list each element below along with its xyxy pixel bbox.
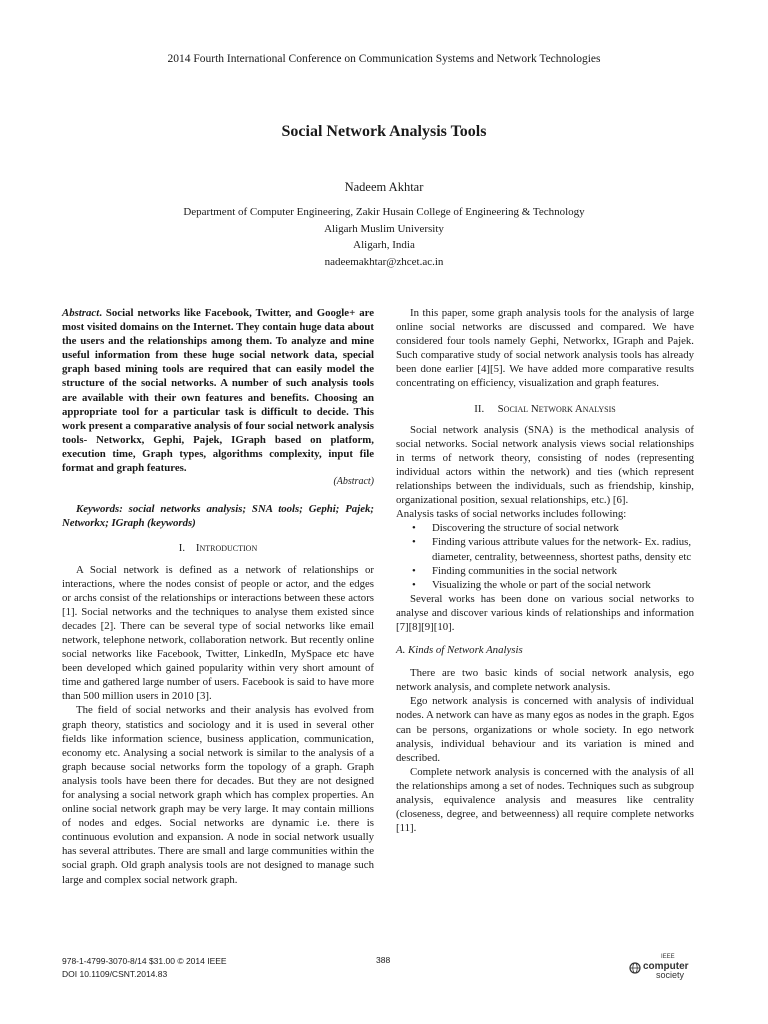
section-heading-introduction <box>62 541 374 555</box>
footer-publication-info <box>62 955 227 981</box>
section-number: II. <box>474 402 485 415</box>
list-item <box>396 564 694 578</box>
page-number: 388 <box>376 955 391 965</box>
bullet-icon: • <box>412 578 416 591</box>
sna-paragraph: Social network analysis (SNA) is the methodical analysis of social networks. Social network analysis views social relationships in terms of network theory, consisting of nodes (representing individual actors within the network) and ties (which represent relationships between the individuals, such as friendship, kinship, organizational position, sexual relationships, etc.) [6]. <box>396 423 694 507</box>
author-email[interactable]: nadeemakhtar@zhcet.ac.in <box>324 255 444 268</box>
section-title: Introduction <box>195 542 258 555</box>
affiliation-university: Aligarh Muslim University <box>324 222 444 235</box>
works-paragraph: Several works has been done on various social networks to analyse and discover various kinds of relationships and information [7][8][9][10]. <box>396 592 694 633</box>
intro-paragraph-1: A Social network is defined as a network of relationships or interactions, where the nodes consist of people or actor, and the edges or archs consist of the relationships or interactions between these actors [1]. Social networks and the techniques to analyse them existed since decades [2]. There can be several type of social networks like email network, telephone network, collaboration network. But recently online social networks like Facebook, Twitter, LinkedIn, MySpace etc have been developed which gained popularity within very short amount of time and gathered large number of users. Facebook is said to have more than 500 million users in 2010 [3]. <box>62 563 374 703</box>
conference-header: 2014 Fourth International Conference on Communication Systems and Network Technologies <box>167 53 601 65</box>
kinds-paragraph-2: Ego network analysis is concerned with analysis of individual nodes. A network can have as many egos as nodes in the graph. Egos can be persons, organizations or whole society. In ego network analysis, individual behaviour and its variation is mined and described. <box>396 695 694 764</box>
affiliation-city: Aligarh, India <box>353 239 415 251</box>
intro-paragraph-2: The field of social networks and their analysis has evolved from graph theory, statistics and sociology and it is used in several other fields like information science, business application, communication, economy etc. Analysing a social network is similar to the analysis of a graph because social networks form the topology of a graph. Graph analysis tools have been there for decades. But they are not designed for analysing a social network graph which has complex properties. An online social network graph may be very large. It may contain millions of nodes and edges. Social networks are dynamic i.e. there is continuous evolution and expansion. A node in social network usually has several attributes. There are small and large communities within the social graph. Old graph analysis tools are not designed to manage such large and complex social network graph. <box>62 704 374 886</box>
paper-scope-paragraph: In this paper, some graph analysis tools for the analysis of large online social networks are discussed and compared. We have considered four tools namely Gephi, Networkx, IGraph and Pajek. Such comparative study of social network analysis tools has already been done earlier [4][5]. We have added more comparative results concentrating on efficiency, visualization and graph features. <box>396 307 694 390</box>
list-item-text: Finding various attribute values for the network- Ex. radius, diameter, centrality, betweenness, shortest paths, density etc <box>432 536 692 563</box>
ieee-computer-society-logo <box>626 952 696 982</box>
list-item-text: Discovering the structure of social network <box>432 522 619 535</box>
abstract <box>62 306 374 489</box>
abstract-text: . Social networks like Facebook, Twitter, and Google+ are most visited domains on the Internet. They contain huge data about the users and the relationships among them. To analyze and mine useful information from these huge social network data, special graph based mining tools are required that can easily model the structure of the social networks. A number of such analysis tools are available with their own features and benefits. Choosing an appropriate tool for a particular task is difficult to decide. This work present a comparative analysis of four social network analysis tools- Networkx, Gephi, Pajek, IGraph based on platform, execution time, Graph types, algorithms complexity, input file format and graph features. <box>62 307 374 475</box>
section-number: I. <box>178 542 186 555</box>
kinds-paragraph-3: Complete network analysis is concerned with the analysis of all the relationships among a set of nodes. Techniques such as subgroup analysis, equivalence analysis and measures like centrality (closeness, degree, and betweenness) all require complete networks [11]. <box>396 765 694 835</box>
logo-text-ieee: IEEE <box>661 954 675 960</box>
affiliation-department: Department of Computer Engineering, Zakir Husain College of Engineering & Technology <box>183 206 585 218</box>
logo-text-computer: computer <box>643 961 689 972</box>
bullet-icon: • <box>412 522 416 535</box>
footer-doi[interactable]: DOI 10.1109/CSNT.2014.83 <box>62 969 168 979</box>
list-item-text: Visualizing the whole or part of the social network <box>432 578 651 591</box>
paper-title: Social Network Analysis Tools <box>281 123 487 140</box>
affiliation-block <box>0 204 768 270</box>
bullet-icon: • <box>412 564 416 577</box>
tasks-list <box>396 521 694 591</box>
abstract-lead: Abstract <box>62 307 100 319</box>
list-item-text: Finding communities in the social network <box>432 564 618 577</box>
list-item <box>396 578 694 592</box>
logo-text-society: society <box>656 970 685 980</box>
tasks-intro: Analysis tasks of social networks includes following: <box>396 508 627 521</box>
left-column <box>62 306 374 887</box>
kinds-paragraph-1: There are two basic kinds of social network analysis, ego network analysis, and complete network analysis. <box>396 667 694 694</box>
author-name: Nadeem Akhtar <box>344 180 424 194</box>
keywords: Keywords: social networks analysis; SNA tools; Gephi; Pajek; Networkx; IGraph (keywords) <box>62 503 374 530</box>
footer-isbn: 978-1-4799-3070-8/14 $31.00 © 2014 IEEE <box>62 956 227 966</box>
right-column <box>396 306 694 835</box>
section-heading-sna <box>396 402 694 416</box>
subsection-heading-kinds: A. Kinds of Network Analysis <box>396 644 523 657</box>
list-item <box>396 521 694 535</box>
list-item <box>396 535 694 563</box>
bullet-icon: • <box>412 536 416 549</box>
globe-icon <box>630 963 640 973</box>
section-title: Social Network Analysis <box>497 402 616 415</box>
abstract-tag: (Abstract) <box>333 476 374 488</box>
